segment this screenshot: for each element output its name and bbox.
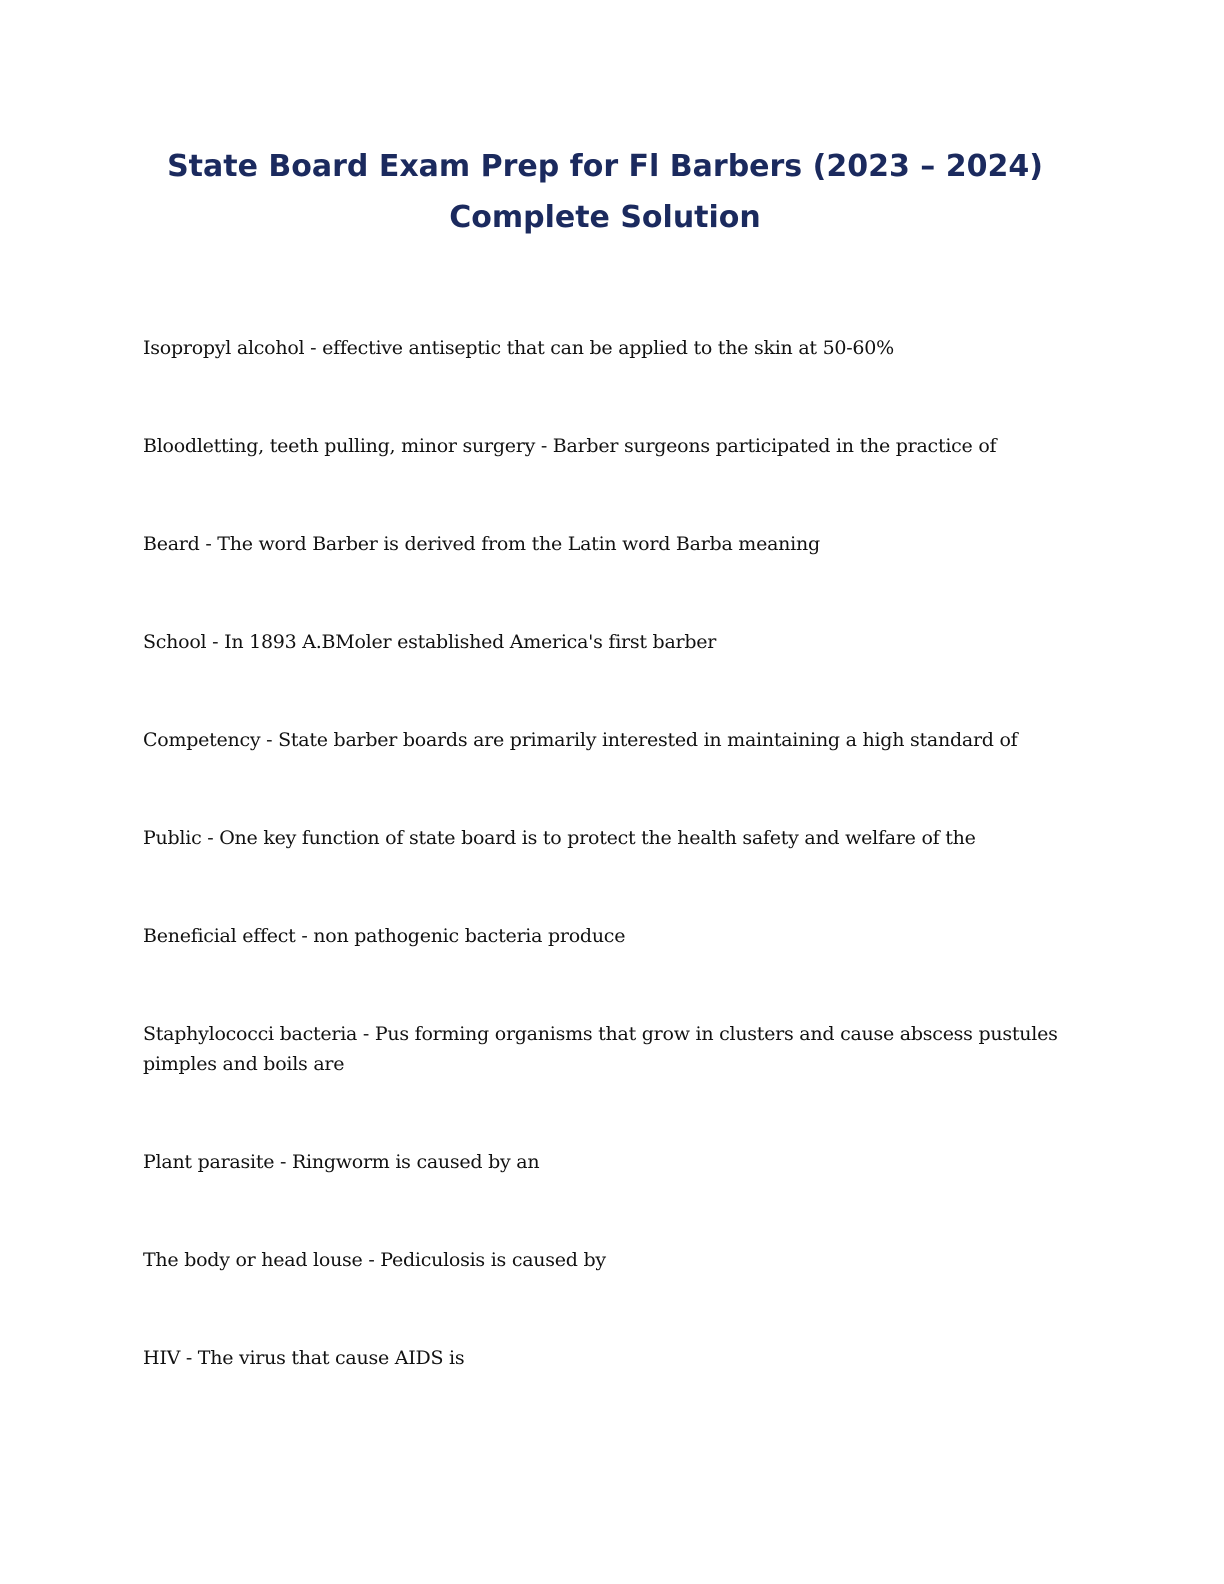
title-line-2: Complete Solution [449,200,761,235]
qa-entry: Bloodletting, teeth pulling, minor surgery - Barber surgeons participated in the practice of [143,435,997,457]
title-line-1: State Board Exam Prep for Fl Barbers (2023 – 2024) [167,149,1043,184]
qa-list [143,333,1063,1441]
document-title [100,141,1110,243]
qa-entry: Plant parasite - Ringworm is caused by an [143,1151,540,1173]
qa-entry: School - In 1893 A.BMoler established America's first barber [143,631,717,653]
qa-entry: Isopropyl alcohol - effective antiseptic that can be applied to the skin at 50-60% [143,337,894,359]
qa-entry: The body or head louse - Pediculosis is caused by [143,1249,606,1271]
qa-entry: Public - One key function of state board is to protect the health safety and welfare of the [143,827,976,849]
qa-entry: HIV - The virus that cause AIDS is [143,1347,465,1369]
qa-entry: Staphylococci bacteria - Pus forming organisms that grow in clusters and cause abscess pustules pimples and boils are [143,1023,1058,1075]
qa-entry: Beneficial effect - non pathogenic bacteria produce [143,925,626,947]
qa-entry: Competency - State barber boards are primarily interested in maintaining a high standard of [143,729,1018,751]
qa-entry: Beard - The word Barber is derived from the Latin word Barba meaning [143,533,820,555]
